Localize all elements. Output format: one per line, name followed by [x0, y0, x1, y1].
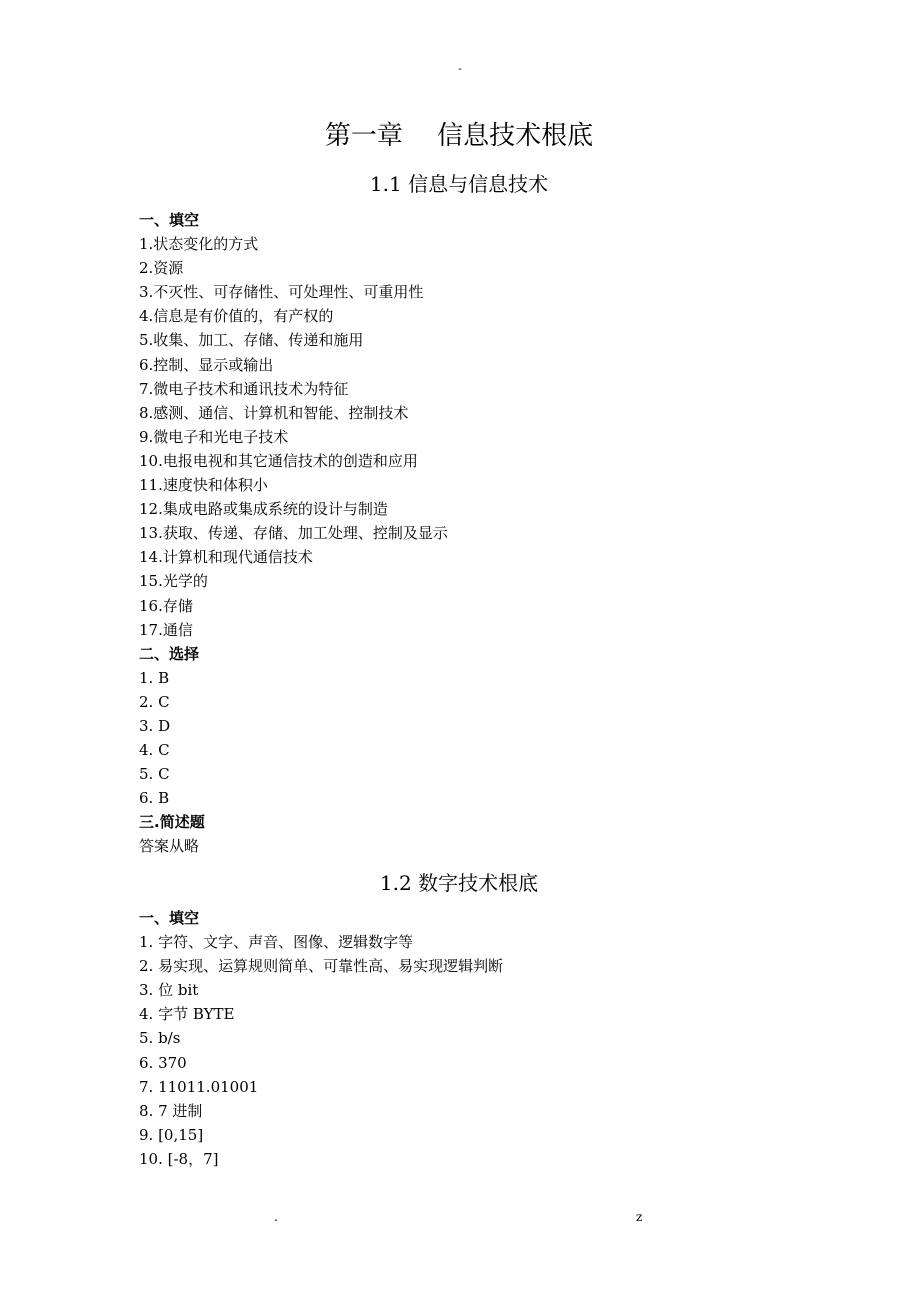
- section-1-1-body: [139, 208, 779, 859]
- section-1-2-fill-blank-heading: 一、填空: [139, 909, 200, 927]
- answer-line: 答案从略: [139, 837, 200, 856]
- answer-line: 10. [-8，7]: [139, 1149, 219, 1168]
- answer-line: 6.控制、显示或输出: [139, 355, 274, 374]
- answer-line: 8.感测、通信、计算机和智能、控制技术: [139, 403, 409, 422]
- answer-line: 2. 易实现、运算规则简单、可靠性高、易实现逻辑判断: [139, 957, 504, 976]
- page-header-mark: -: [458, 62, 462, 75]
- answer-line: 6. B: [139, 789, 170, 808]
- answer-line: 4.信息是有价值的，有产权的: [139, 307, 334, 326]
- answer-line: 1. B: [139, 668, 170, 687]
- answer-line: 5. b/s: [139, 1029, 181, 1048]
- answer-line: 3.不灭性、可存储性、可处理性、可重用性: [139, 283, 424, 302]
- answer-line: 2. C: [139, 692, 170, 711]
- section-1-2-body: [139, 906, 779, 1171]
- answer-line: 2.资源: [139, 259, 184, 278]
- answer-line: 5. C: [139, 765, 170, 784]
- answer-line: 1. 字符、文字、声音、图像、逻辑数字等: [139, 933, 414, 952]
- answer-line: 8. 7 进制: [139, 1101, 203, 1120]
- answer-line: 15.光学的: [139, 572, 208, 591]
- answer-line: 12.集成电路或集成系统的设计与制造: [139, 500, 388, 519]
- section-1-1-fill-blank-heading: 一、填空: [139, 211, 200, 229]
- answer-line: 10.电报电视和其它通信技术的创造和应用: [139, 451, 418, 470]
- answer-line: 4. C: [139, 741, 170, 760]
- section-title-1-1: 1.1 信息与信息技术: [369, 172, 549, 196]
- answer-line: 5.收集、加工、存储、传递和施用: [139, 331, 364, 350]
- section-1-1-choice-heading: 二、选择: [139, 644, 200, 663]
- answer-line: 17.通信: [139, 620, 193, 639]
- answer-line: 3. 位 bit: [139, 981, 199, 1000]
- answer-line: 16.存储: [139, 596, 193, 615]
- answer-line: 4. 字节 BYTE: [139, 1005, 235, 1024]
- section-1-1-short-answer-heading: 三.简述题: [139, 813, 205, 832]
- section-title-1-2: 1.2 数字技术根底: [379, 871, 539, 895]
- answer-line: 7.微电子技术和通讯技术为特征: [139, 379, 349, 398]
- answer-line: 3. D: [139, 716, 171, 735]
- answer-line: 9. [0,15]: [139, 1125, 204, 1144]
- answer-line: 14.计算机和现代通信技术: [139, 548, 313, 567]
- answer-line: 7. 11011.01001: [139, 1077, 259, 1096]
- page-footer-mark-right: z: [636, 1210, 643, 1224]
- answer-line: 9.微电子和光电子技术: [139, 427, 289, 446]
- answer-line: 11.速度快和体积小: [139, 476, 268, 495]
- answer-line: 13.获取、传递、存储、加工处理、控制及显示: [139, 524, 448, 543]
- answer-line: 6. 370: [139, 1053, 187, 1072]
- answer-line: 1.状态变化的方式: [139, 235, 259, 254]
- chapter-title: 第一章 信息技术根底: [324, 121, 594, 151]
- page-footer-mark-left: .: [274, 1210, 278, 1224]
